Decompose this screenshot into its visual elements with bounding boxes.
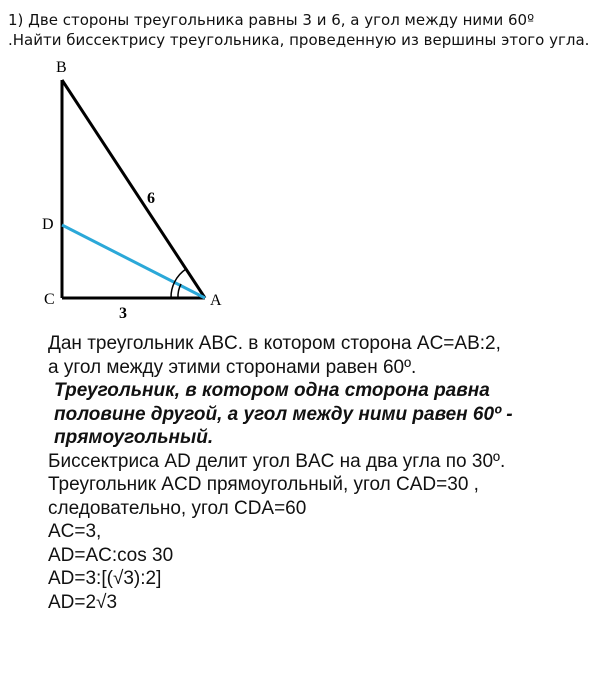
triangle-figure — [0, 0, 604, 330]
side-ab — [62, 80, 205, 298]
solution-text — [48, 332, 598, 614]
emphasis-line-2: половине другой, а угол между ними равен 60º - — [54, 403, 513, 425]
step-line-3: следовательно, угол CDA=60 — [48, 497, 307, 519]
emphasis-line-1: Треугольник, в котором одна сторона равна — [54, 380, 490, 401]
side-ac-label: 3 — [119, 305, 127, 322]
step-line-5: AD=AC:cos 30 — [48, 544, 174, 566]
vertex-label-d: D — [42, 216, 54, 233]
problem-line-2: .Найти биссектрису треугольника, проведенную из вершины этого угла. — [8, 31, 590, 49]
step-line-4: AC=3, — [48, 521, 102, 542]
vertex-label-b: B — [56, 59, 67, 76]
step-line-6: AD=3:[(√3):2] — [48, 568, 162, 589]
step-line-1: Биссектриса AD делит угол BAC на два угла по 30º. — [48, 450, 506, 472]
vertex-label-a: A — [210, 292, 222, 309]
problem-line-1: 1) Две стороны треугольника равны 3 и 6, а угол между ними 60º — [8, 11, 535, 29]
step-line-2: Треугольник ACD прямоугольный, угол CAD=30 , — [48, 474, 479, 495]
solution-line-1: Дан треугольник ABC. в котором сторона AC=AB:2, — [48, 333, 501, 354]
side-ab-label: 6 — [147, 190, 155, 207]
emphasis-line-3: прямоугольный. — [54, 427, 214, 448]
step-line-7: AD=2√3 — [48, 591, 118, 613]
solution-line-2: а угол между этими сторонами равен 60º. — [48, 356, 417, 378]
vertex-label-c: C — [44, 291, 55, 308]
bisector-ad — [62, 225, 205, 298]
